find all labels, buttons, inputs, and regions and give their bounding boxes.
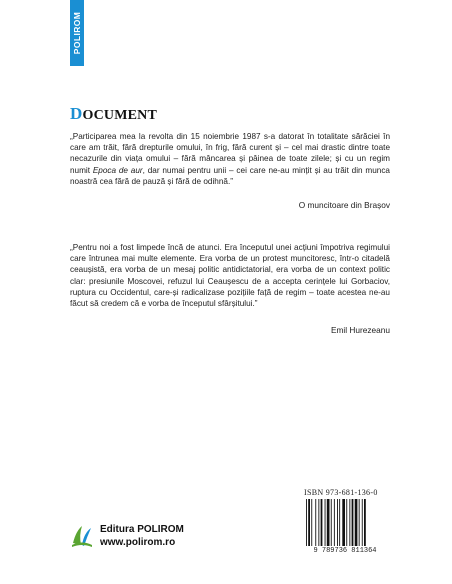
barcode-bar	[339, 499, 340, 546]
barcode-bar	[311, 499, 312, 546]
barcode-bar	[355, 499, 358, 546]
quote-1-text-b: , dar numai pentru unii – cei care ne-au mințit și au trăit din munca noastră cea fără de pauză și fără de odihnă.”	[70, 165, 390, 186]
barcode-bar	[337, 499, 338, 546]
barcode-bar	[306, 499, 307, 546]
barcode-bar	[334, 499, 335, 546]
publisher-url[interactable]: www.polirom.ro	[100, 537, 176, 548]
barcode-bar	[364, 499, 366, 546]
section-title	[70, 104, 157, 124]
barcode-bar	[352, 499, 354, 546]
section-title-rest: OCUMENT	[82, 108, 157, 123]
barcode-bar	[346, 499, 347, 546]
barcode-bar	[349, 499, 350, 546]
quote-1-attribution: O muncitoare din Brașov	[298, 200, 390, 210]
isbn-label: ISBN 973-681-136-0	[304, 488, 378, 497]
quote-2-attribution: Emil Hurezeanu	[330, 325, 390, 335]
barcode-number: 9 789736 811364	[313, 547, 377, 555]
quote-1-text-a: „Participarea mea la revolta din 15 noiembrie 1987 s-a datorat în totalitate sărăciei în care am trăit, fără drepturile omului, în frig, fără curent și – cel mai drastic dintre toate necazurile din viața omului – fără mâncarea și pâinea de toate zilele; și cu un regim numit	[70, 132, 390, 175]
barcode-bar	[321, 499, 323, 546]
polirom-spine-tab	[70, 0, 84, 66]
barcode-bar	[362, 499, 363, 546]
quote-2: „Pentru noi a fost limpede încă de atunci. Era începutul unei acțiuni împotriva regimului care întrunea mai multe elemente. Era vorba de un protest muncitoresc, într-o citadelă ceaușistă, era vorba de un mesaj politic antidictatorial, era vorba de un context politic clar: presiunile Moscovei, refuzul lui Ceaușescu de a accepta cerințele lui Gorbaciov, ruptura cu Occidentul, care-și radicalizase pozițiile față de regim – toate acestea ne-au făcut să credem că e vorba de începutul sfârșitului.”	[70, 243, 390, 309]
barcode-bar	[331, 499, 332, 546]
barcode	[305, 499, 385, 546]
barcode-bar	[325, 499, 326, 546]
barcode-bar	[327, 499, 330, 546]
barcode-bar	[308, 499, 310, 546]
quote-1-emphasis: Epoca de aur	[92, 165, 143, 175]
quote-1	[70, 131, 390, 187]
publisher-name: Editura POLIROM	[100, 524, 184, 535]
barcode-bar	[315, 499, 316, 546]
barcode-bar	[342, 499, 345, 546]
barcode-bar	[359, 499, 360, 546]
section-title-initial: D	[70, 104, 83, 123]
barcode-bar	[318, 499, 319, 546]
publisher-block	[70, 523, 184, 549]
polirom-tree-logo-icon	[70, 523, 94, 549]
spine-label: POLIROM	[72, 11, 82, 55]
